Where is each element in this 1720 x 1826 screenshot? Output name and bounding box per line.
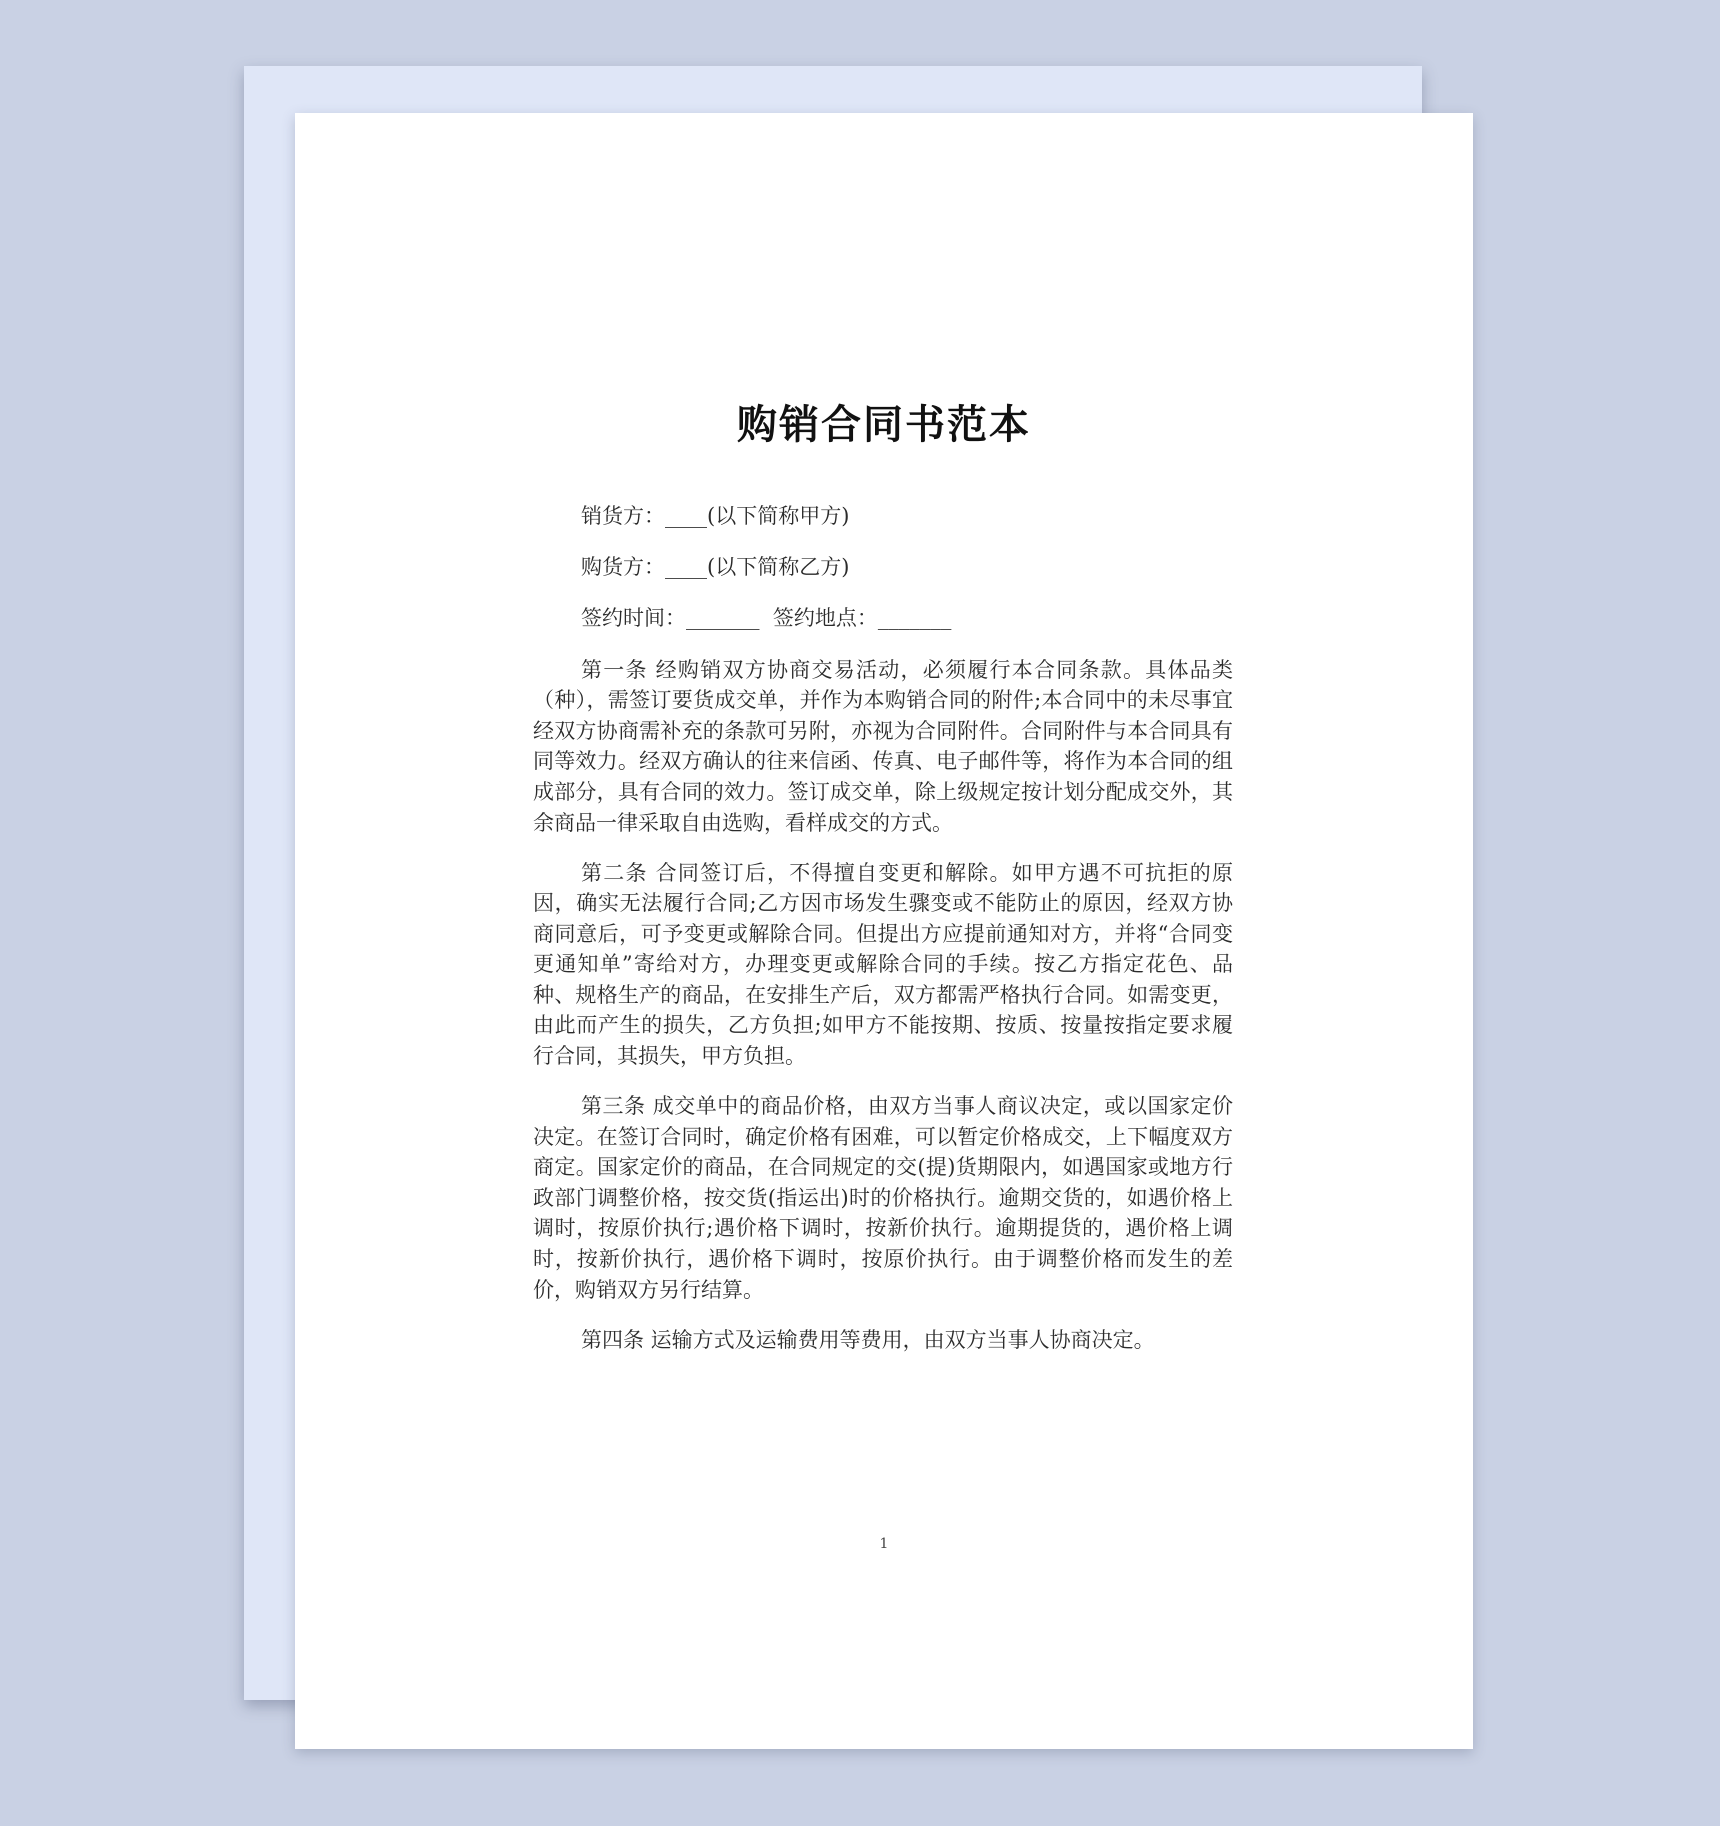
document-title: 购销合同书范本 <box>737 402 1031 448</box>
page-number: 1 <box>879 1536 889 1552</box>
seller-field: 销货方：____(以下简称甲方) <box>581 504 850 528</box>
document-body <box>533 501 1233 1375</box>
article-3: 第三条 成交单中的商品价格，由双方当事人商议决定，或以国家定价决定。在签订合同时，确定价格有困难，可以暂定价格成交，上下幅度双方商定。国家定价的商品，在合同规定的交(提)货期限内，如遇国家或地方行政部门调整价格，按交货(指运出)时的价格执行。逾期交货的，如遇价格上调时，按原价执行;遇价格下调时，按新价执行。逾期提货的，遇价格上调时，按新价执行，遇价格下调时，按原价执行。由于调整价格而发生的差价，购销双方另行结算。 <box>533 1094 1233 1302</box>
article-1: 第一条 经购销双方协商交易活动，必须履行本合同条款。具体品类（种），需签订要货成交单，并作为本购销合同的附件;本合同中的未尽事宜经双方协商需补充的条款可另附，亦视为合同附件。合同附件与本合同具有同等效力。经双方确认的往来信函、传真、电子邮件等，将作为本合同的组成部分，具有合同的效力。签订成交单，除上级规定按计划分配成交外，其余商品一律采取自由选购，看样成交的方式。 <box>533 657 1233 835</box>
document-page <box>295 113 1473 1749</box>
article-4: 第四条 运输方式及运输费用等费用，由双方当事人协商决定。 <box>581 1327 1155 1352</box>
article-2: 第二条 合同签订后，不得擅自变更和解除。如甲方遇不可抗拒的原因，确实无法履行合同;乙方因市场发生骤变或不能防止的原因，经双方协商同意后，可予变更或解除合同。但提出方应提前通知对方，并将“合同变更通知单”寄给对方，办理变更或解除合同的手续。按乙方指定花色、品种、规格生产的商品，在安排生产后，双方都需严格执行合同。如需变更，由此而产生的损失，乙方负担;如甲方不能按期、按质、按量按指定要求履行合同，其损失，甲方负担。 <box>533 860 1233 1069</box>
signing-info-field: 签约时间：_______ 签约地点：_______ <box>581 606 952 631</box>
buyer-field: 购货方：____(以下简称乙方) <box>581 555 850 580</box>
